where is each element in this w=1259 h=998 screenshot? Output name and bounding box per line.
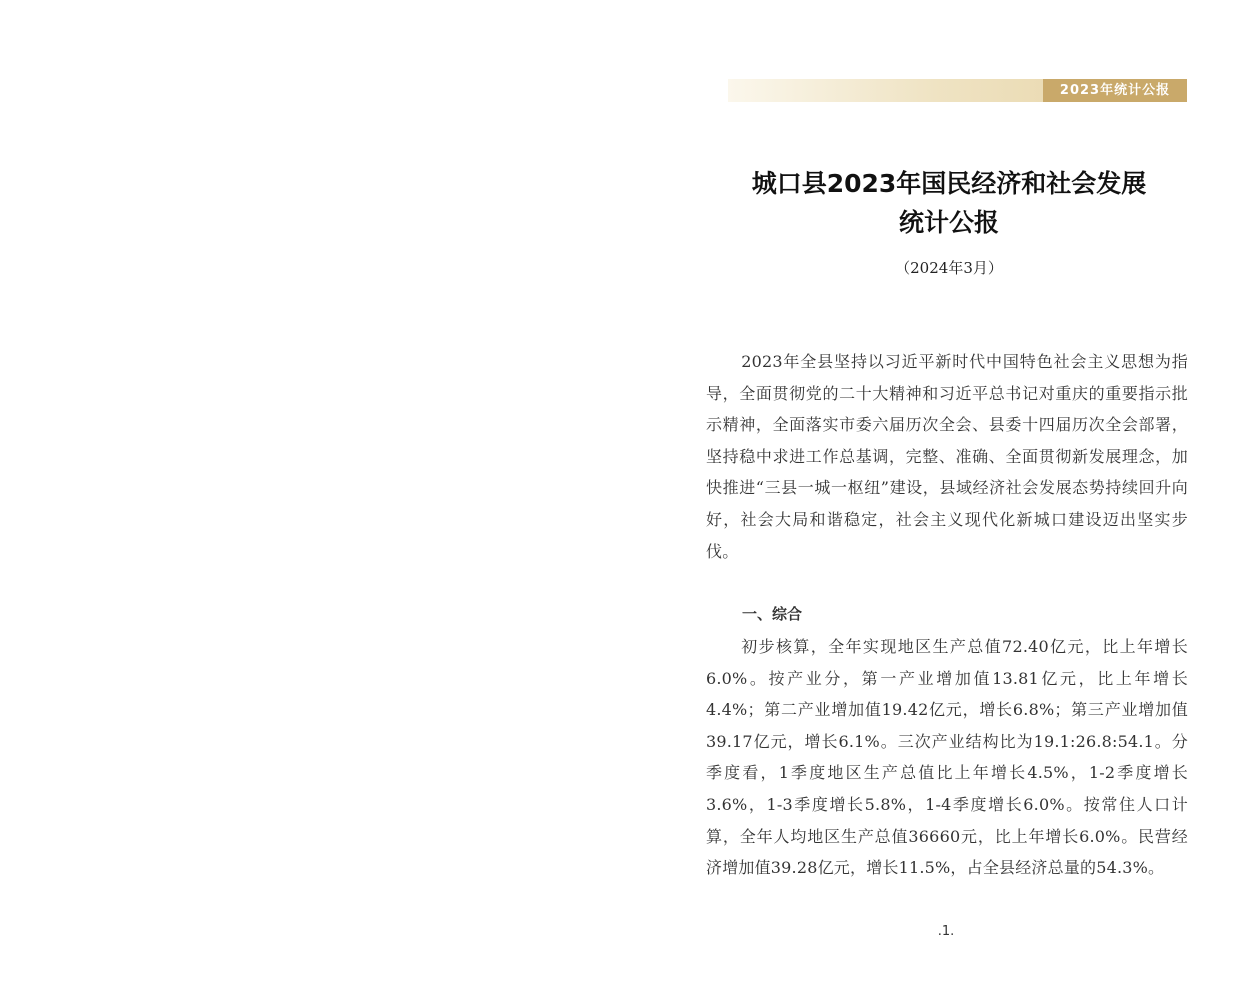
page-title [706, 164, 1192, 242]
page-title-line-1: 城口县2023年国民经济和社会发展 [751, 169, 1147, 198]
header-tag: 2023年统计公报 [1043, 79, 1187, 102]
section-heading-overview: 一、综合 [742, 605, 803, 623]
section-body-overview: 初步核算，全年实现地区生产总值72.40亿元，比上年增长6.0%。按产业分，第一产业增加值13.81亿元，比上年增长4.4%；第二产业增加值19.42亿元，增长6.8%；第三产业增加值39.17亿元，增长6.1%。三次产业结构比为19.1:26.8:54.1。分季度看，1季度地区生产总值比上年增长4.5%，1-2季度增长3.6%，1-3季度增长5.8%，1-4季度增长6.0%。按常住人口计算，全年人均地区生产总值36660元，比上年增长6.0%。民营经济增加值39.28亿元，增长11.5%，占全县经济总量的54.3%。 [706, 637, 1188, 878]
intro-paragraph: 2023年全县坚持以习近平新时代中国特色社会主义思想为指导，全面贯彻党的二十大精神和习近平总书记对重庆的重要指示批示精神，全面落实市委六届历次全会、县委十四届历次全会部署，坚持稳中求进工作总基调，完整、准确、全面贯彻新发展理念，加快推进“三县一城一枢纽”建设，县域经济社会发展态势持续回升向好，社会大局和谐稳定，社会主义现代化新城口建设迈出坚实步伐。 [706, 352, 1188, 561]
header-band [728, 79, 1187, 102]
page-title-line-2: 统计公报 [898, 208, 999, 237]
page-number: .1. [937, 924, 955, 939]
publication-date: （2024年3月） [895, 259, 1003, 277]
